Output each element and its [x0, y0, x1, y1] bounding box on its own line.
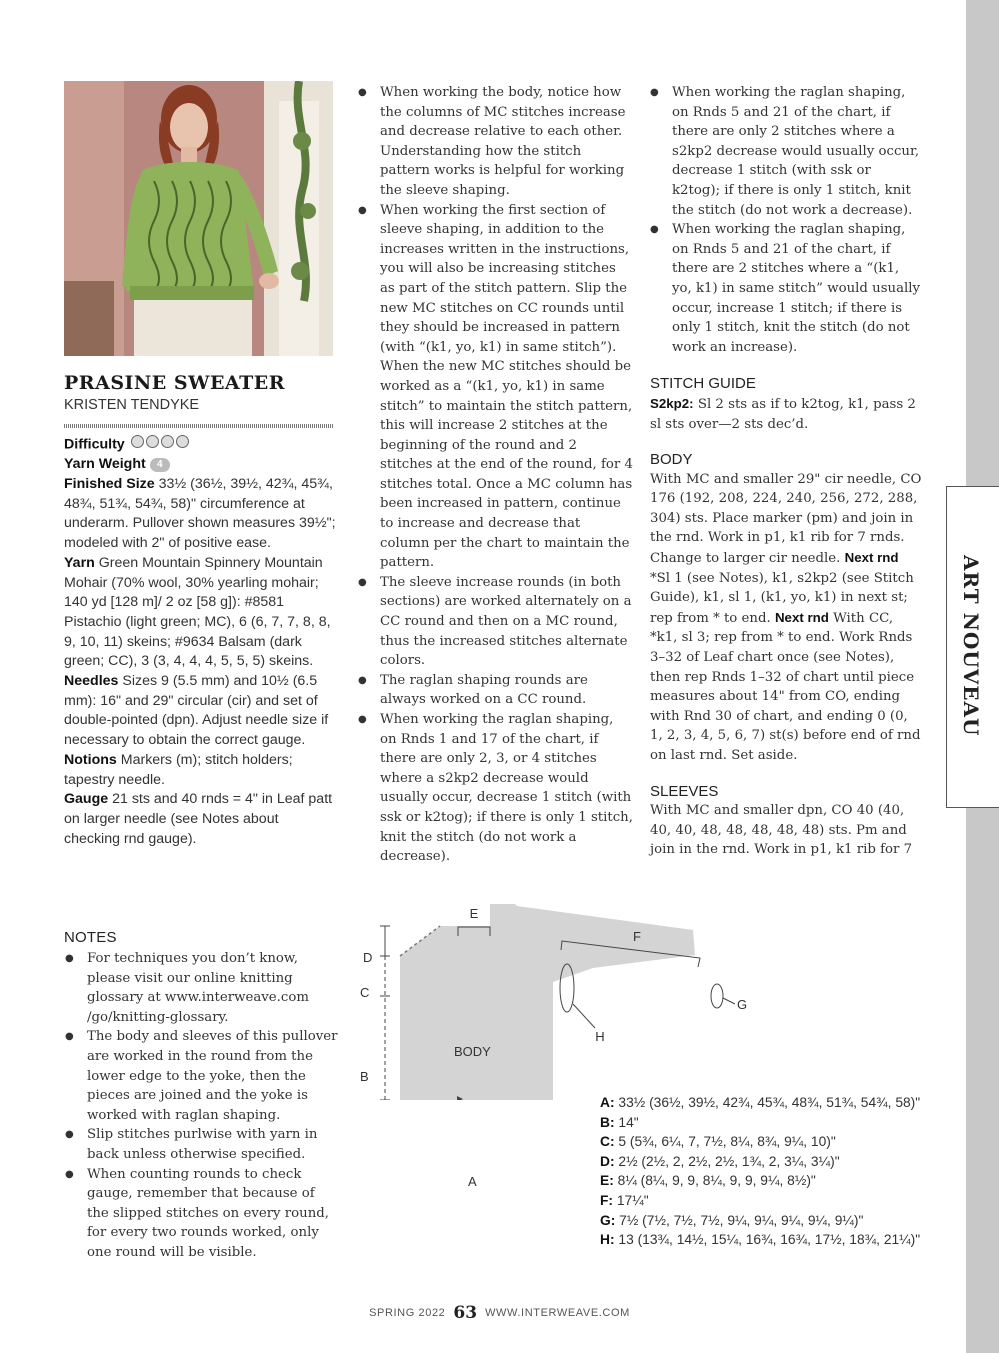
sweater-photo: [64, 81, 333, 356]
measure-c: [600, 1132, 920, 1152]
garment-shape: [400, 904, 695, 1100]
measure-value: 17¼": [616, 1192, 649, 1208]
list-item: ● When working the first section of sleeve shaping, in addition to the increases written in the instructions, you will also be increasing stitches as part of the stitch pattern. Slip the new MC stitches on CC rounds until they should be increased in pattern (with “(k1, yo, k1) in same stitch”). When the new MC stitches should be worked as a “(k1, yo, k1) in same stitch” to maintain the stitch pattern, this will increase 2 stitches at the beginning of the round and 2 stitches at the end of the round, for 4 stitches total. Once a MC column has been increased in pattern, continue to increase and decrease that column per the chart to maintain the pattern.: [358, 201, 633, 573]
label-a: A: [468, 1174, 477, 1189]
notions-text: Markers (m); stitch holders; tapestry needle.: [64, 751, 293, 788]
schematic-svg: [355, 900, 755, 1100]
gauge-label: Gauge: [64, 791, 109, 808]
s2kp2-label: S2kp2:: [650, 395, 694, 411]
measure-e: [600, 1171, 920, 1191]
finished-size-text: 33½ (36½, 39½, 42¾, 45¾, 48¾, 51¾, 54¾, 58)" circumference at underarm. Pullover shown measures 39½"; modeled with 2" of positive ease.: [64, 476, 336, 552]
next-rnd-label: Next rnd: [844, 550, 899, 566]
list-item: ● The body and sleeves of this pullover are worked in the round from the lower edge to the yoke, then the pieces are joined and the yoke is worked with raglan shaping.: [65, 1027, 340, 1125]
measure-key: G:: [600, 1212, 616, 1228]
difficulty-dots-icon: [131, 435, 191, 455]
section-tab-label: ART NOUVEAU: [959, 555, 983, 737]
list-item: ● When working the body, notice how the columns of MC stitches increase and decrease relative to each other. Understanding how the stitch pattern works is helpful for working the sleeve shaping.: [358, 83, 633, 201]
label-c: C: [360, 985, 370, 1000]
measure-h: [600, 1230, 920, 1250]
measure-a: [600, 1093, 920, 1113]
list-item: ● When counting rounds to check gauge, remember that because of the slipped stitches on every round, for every two rounds worked, only one round will be visible.: [65, 1165, 340, 1263]
body-text-1: With MC and smaller 29" cir needle, CO 176 (192, 208, 224, 240, 256, 272, 288, 304) sts. Place marker (pm) and join in the rnd. Work in p1, k1 rib for 7 rnds. Change to larger cir needle.: [650, 471, 922, 567]
label-g: G: [736, 997, 748, 1012]
finished-size-label: Finished Size: [64, 476, 155, 493]
measure-d: [600, 1152, 920, 1172]
schematic-diagram: [355, 900, 755, 1100]
list-item: ● The sleeve increase rounds (in both sections) are worked alternately on a CC round and then on a MC round, thus the increased stitches alternate colors.: [358, 573, 633, 671]
next-rnd-label-2: Next rnd: [774, 609, 829, 625]
measure-b: [600, 1113, 920, 1133]
page-number: 63: [453, 1303, 478, 1323]
list-item: ● The raglan shaping rounds are always worked on a CC round.: [358, 671, 633, 710]
notes-list: [65, 949, 340, 1263]
list-item: ● When working the raglan shaping, on Rnds 5 and 21 of the chart, if there are only 2 stitches where a s2kp2 decrease would usually occur, decrease 1 stitch (with ssk or k2tog); if there is only 1 stitch, knit the stitch (do not work a decrease).: [650, 83, 922, 220]
measure-key: C:: [600, 1134, 615, 1150]
measure-value: 8¼ (8¼, 9, 9, 8¼, 9, 9, 9¼, 8½)": [617, 1173, 816, 1189]
measure-key: E:: [600, 1173, 614, 1189]
label-e: E: [469, 906, 479, 921]
yarn-weight-row: [64, 455, 336, 475]
g-circumference-arrow: [711, 984, 723, 1008]
gauge-row: [64, 790, 336, 849]
measure-value: 7½ (7½, 7½, 7½, 9¼, 9¼, 9¼, 9¼, 9¼)": [619, 1212, 864, 1228]
body-instructions: [650, 470, 922, 766]
stitch-guide-text: [650, 394, 922, 434]
measure-value: 13 (13¾, 14½, 15¼, 16¾, 16¾, 17½, 18¾, 21¼)": [618, 1232, 921, 1248]
body-text-3: With CC, *k1, sl 3; rep from * to end. Work Rnds 3–32 of Leaf chart once (see Notes), then rep Rnds 1–32 of chart until piece measures about 14" from CO, ending with Rnd 30 of chart, and ending 0 (0, 1, 2, 3, 4, 5, 6, 7) st(s) before end of rnd on last rnd. Set aside.: [650, 610, 921, 763]
body-text-2: *Sl 1 (see Notes), k1, s2kp2 (see Stitch Guide), k1, sl 1, (k1, yo, k1) in next st; rep from * to end.: [650, 570, 914, 626]
sleeves-text: With MC and smaller dpn, CO 40 (40, 40, 40, 48, 48, 48, 48, 48) sts. Pm and join in the rnd. Work in p1, k1 rib for 7: [650, 803, 913, 858]
notes-continued-column: [358, 83, 633, 867]
gauge-text: 21 sts and 40 rnds = 4" in Leaf patt on larger needle (see Notes about checking rnd gauge).: [64, 791, 333, 847]
g-leader: [723, 998, 735, 1004]
stitch-guide-heading: STITCH GUIDE: [650, 375, 756, 393]
label-h: H: [595, 1029, 605, 1044]
section-tab-label-wrap: [951, 486, 991, 806]
measure-value: 2½ (2½, 2, 2½, 2½, 1¾, 2, 3¼, 3¼)": [618, 1153, 840, 1169]
measure-key: H:: [600, 1232, 615, 1248]
measure-f: [600, 1191, 920, 1211]
measure-value: 14": [618, 1114, 639, 1130]
yarn-text: Green Mountain Spinnery Mountain Mohair (70% wool, 30% yearling mohair; 140 yd [128 m]/ 2 oz [58 g]): #8581 Pistachio (light green; MC), 6 (6, 7, 7, 8, 8, 9, 10, 11) skeins; #9634 Balsam (dark green; CC), 3 (3, 4, 4, 4, 5, 5, 5) skeins.: [64, 554, 331, 670]
difficulty-row: [64, 435, 336, 455]
h-leader: [573, 1004, 595, 1028]
yarn-weight-icon: 4: [150, 458, 170, 472]
issue-season: SPRING 2022: [369, 1307, 446, 1319]
label-f: F: [633, 929, 641, 944]
yarn-label: Yarn: [64, 554, 95, 571]
label-b: B: [360, 1069, 369, 1084]
measure-key: B:: [600, 1114, 615, 1130]
notes-heading: NOTES: [64, 929, 117, 946]
list-item: ● When working the raglan shaping, on Rnds 5 and 21 of the chart, if there are 2 stitches where a “(k1, yo, k1) in same stitch” would usually occur, increase 1 stitch; if there is only 1 stitch, knit the stitch (do not work an increase).: [650, 220, 922, 357]
s2kp2-text: Sl 2 sts as if to k2tog, k1, pass 2 sl sts over—2 sts dec’d.: [650, 396, 916, 432]
yarn-row: [64, 554, 336, 672]
measure-key: A:: [600, 1095, 615, 1110]
pattern-specs: [64, 435, 336, 849]
measure-value: 33½ (36½, 39½, 42¾, 45¾, 48¾, 51¾, 54¾, 58)": [618, 1095, 921, 1110]
body-heading: BODY: [650, 451, 693, 469]
instructions-column: [650, 83, 922, 860]
page-footer: [0, 1303, 999, 1323]
measure-g: [600, 1211, 920, 1231]
notions-label: Notions: [64, 751, 117, 768]
list-item: ● For techniques you don’t know, please visit our online knitting glossary at www.interweave.com /go/knitting-glossary.: [65, 949, 340, 1027]
notions-row: [64, 751, 336, 790]
measure-value: 5 (5¾, 6¼, 7, 7½, 8¼, 8¾, 9¼, 10)": [618, 1134, 836, 1150]
list-item: ● Slip stitches purlwise with yarn in back unless otherwise specified.: [65, 1125, 340, 1164]
needles-row: [64, 672, 336, 751]
yarn-weight-label: Yarn Weight: [64, 456, 146, 473]
measure-key: D:: [600, 1153, 615, 1169]
needles-text: Sizes 9 (5.5 mm) and 10½ (6.5 mm): 16" and 29" circular (cir) and set of double-pointed (dpn). Adjust needle size if necessary to obtain the correct gauge.: [64, 673, 329, 749]
difficulty-label: Difficulty: [64, 436, 125, 453]
measure-key: F:: [600, 1192, 614, 1208]
label-body: BODY: [454, 1044, 491, 1059]
sleeves-heading: SLEEVES: [650, 782, 719, 800]
finished-size-row: [64, 475, 336, 554]
measurements-list: [600, 1093, 920, 1250]
model-illustration: [64, 81, 333, 356]
label-d: D: [363, 950, 373, 965]
list-item: ● When working the raglan shaping, on Rnds 1 and 17 of the chart, if there are only 2, 3, or 4 stitches where a s2kp2 decrease would usually occur, decrease 1 stitch (with ssk or k2tog); if there is only 1 stitch, knit the stitch (do not work a decrease).: [358, 710, 633, 867]
designer-name: KRISTEN TENDYKE: [64, 397, 200, 413]
needles-label: Needles: [64, 673, 119, 690]
website-link[interactable]: WWW.INTERWEAVE.COM: [485, 1307, 630, 1319]
pattern-title: PRASINE SWEATER: [64, 372, 286, 394]
title-divider: [64, 424, 333, 428]
